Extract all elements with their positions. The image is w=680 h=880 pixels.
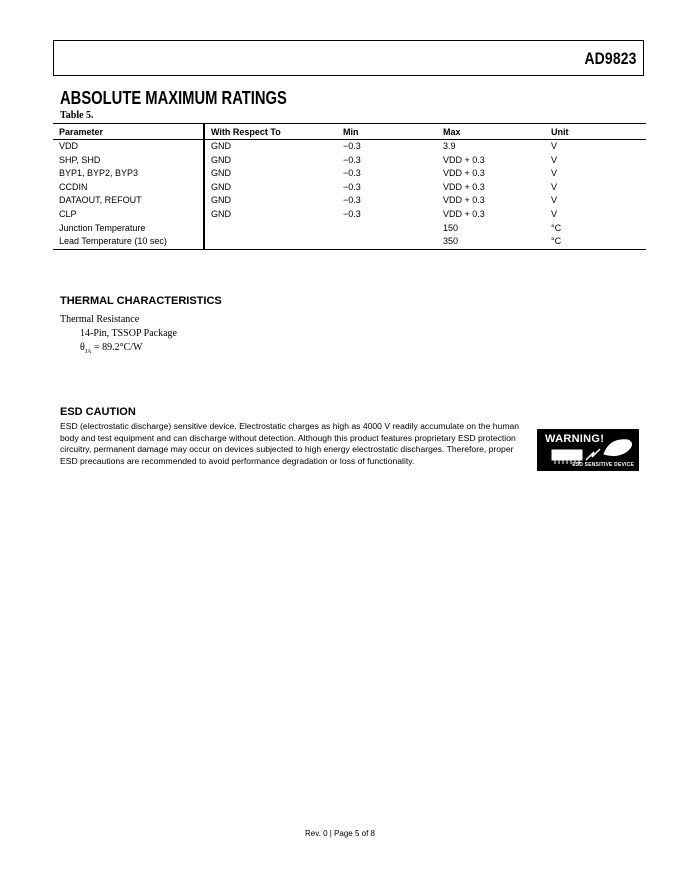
cell-with-respect-to: GND: [211, 154, 231, 165]
table-row: [53, 235, 646, 249]
cell-parameter: SHP, SHD: [53, 154, 204, 168]
page-header-box: [53, 40, 644, 76]
esd-warning-badge: [537, 429, 639, 471]
cell-with-respect-to: GND: [211, 195, 231, 206]
cell-with-respect-to: GND: [211, 168, 231, 179]
theta-symbol: θ: [80, 342, 85, 353]
cell-min: −0.3: [343, 181, 361, 192]
cell-min: −0.3: [343, 141, 361, 151]
column-header-min: Min: [337, 124, 437, 140]
cell-unit: V: [551, 195, 558, 206]
table-caption: Table 5.: [60, 110, 94, 121]
ratings-table: [53, 123, 646, 250]
part-number: AD9823: [584, 49, 637, 68]
cell-max: VDD + 0.3: [443, 181, 485, 192]
table-row: [53, 140, 646, 154]
table-row: [53, 181, 646, 195]
esd-warning-title: WARNING!: [545, 433, 605, 445]
cell-unit: V: [551, 208, 558, 219]
cell-parameter: CCDIN: [53, 181, 204, 195]
thermal-title: THERMAL CHARACTERISTICS: [60, 295, 222, 307]
cell-max: VDD + 0.3: [443, 208, 485, 219]
ratings-table-body: [53, 140, 646, 250]
column-header-unit: Unit: [545, 124, 646, 140]
cell-max: VDD + 0.3: [443, 168, 485, 179]
page-footer: Rev. 0 | Page 5 of 8: [305, 829, 375, 838]
table-row: [53, 222, 646, 236]
cell-unit: V: [551, 168, 558, 179]
esd-body-text: ESD (electrostatic discharge) sensitive device. Electrostatic charges as high as 4000 V readily accumulate on the human body and test equipment and can discharge without detection. Although this product features proprietary ESD protection circuitry, permanent damage may occur on devices subjected to high energy electrostatic discharges. Therefore, proper ESD precautions are recommended to avoid performance degradation or loss of functionality.: [60, 421, 520, 467]
cell-min: −0.3: [343, 168, 361, 179]
cell-parameter: VDD: [53, 140, 204, 154]
column-header-max: Max: [437, 124, 545, 140]
theta-subscript: JA: [84, 349, 92, 355]
section-title: ABSOLUTE MAXIMUM RATINGS: [60, 88, 287, 108]
thermal-resistance-label: Thermal Resistance: [60, 314, 140, 325]
cell-unit: V: [551, 141, 558, 151]
cell-parameter: Junction Temperature: [53, 222, 204, 236]
esd-warning-subtitle: ESD SENSITIVE DEVICE: [572, 462, 634, 468]
cell-max: VDD + 0.3: [443, 195, 485, 206]
cell-with-respect-to: GND: [211, 208, 231, 219]
cell-min: −0.3: [343, 208, 361, 219]
cell-max: 350: [437, 235, 545, 249]
cell-parameter: BYP1, BYP2, BYP3: [53, 167, 204, 181]
table-row: [53, 154, 646, 168]
column-header-parameter: Parameter: [53, 124, 204, 140]
table-row: [53, 194, 646, 208]
package-label: 14-Pin, TSSOP Package: [80, 328, 177, 339]
cell-unit: V: [551, 154, 558, 165]
cell-with-respect-to: [204, 235, 337, 249]
cell-unit: °C: [551, 222, 562, 233]
cell-min: −0.3: [343, 195, 361, 206]
cell-with-respect-to: [204, 222, 337, 236]
cell-max: 150: [443, 222, 459, 233]
thermal-body: [60, 313, 177, 359]
cell-unit: °C: [545, 235, 646, 249]
cell-with-respect-to: GND: [211, 141, 231, 151]
table-header-row: [53, 124, 646, 140]
cell-with-respect-to: GND: [211, 181, 231, 192]
column-header-with-respect-to: With Respect To: [204, 124, 337, 140]
cell-parameter: DATAOUT, REFOUT: [53, 194, 204, 208]
cell-min: [337, 222, 437, 236]
cell-unit: V: [551, 181, 558, 192]
cell-parameter: CLP: [53, 208, 204, 222]
theta-number: = 89.2°C/W: [91, 342, 143, 353]
cell-min: [337, 235, 437, 249]
table-row: [53, 167, 646, 181]
table-row: [53, 208, 646, 222]
cell-max: 3.9: [443, 141, 456, 151]
cell-min: −0.3: [343, 154, 361, 165]
esd-title: ESD CAUTION: [60, 406, 136, 418]
cell-max: VDD + 0.3: [443, 154, 485, 165]
theta-ja-value: [60, 341, 177, 359]
cell-parameter: Lead Temperature (10 sec): [53, 235, 204, 249]
